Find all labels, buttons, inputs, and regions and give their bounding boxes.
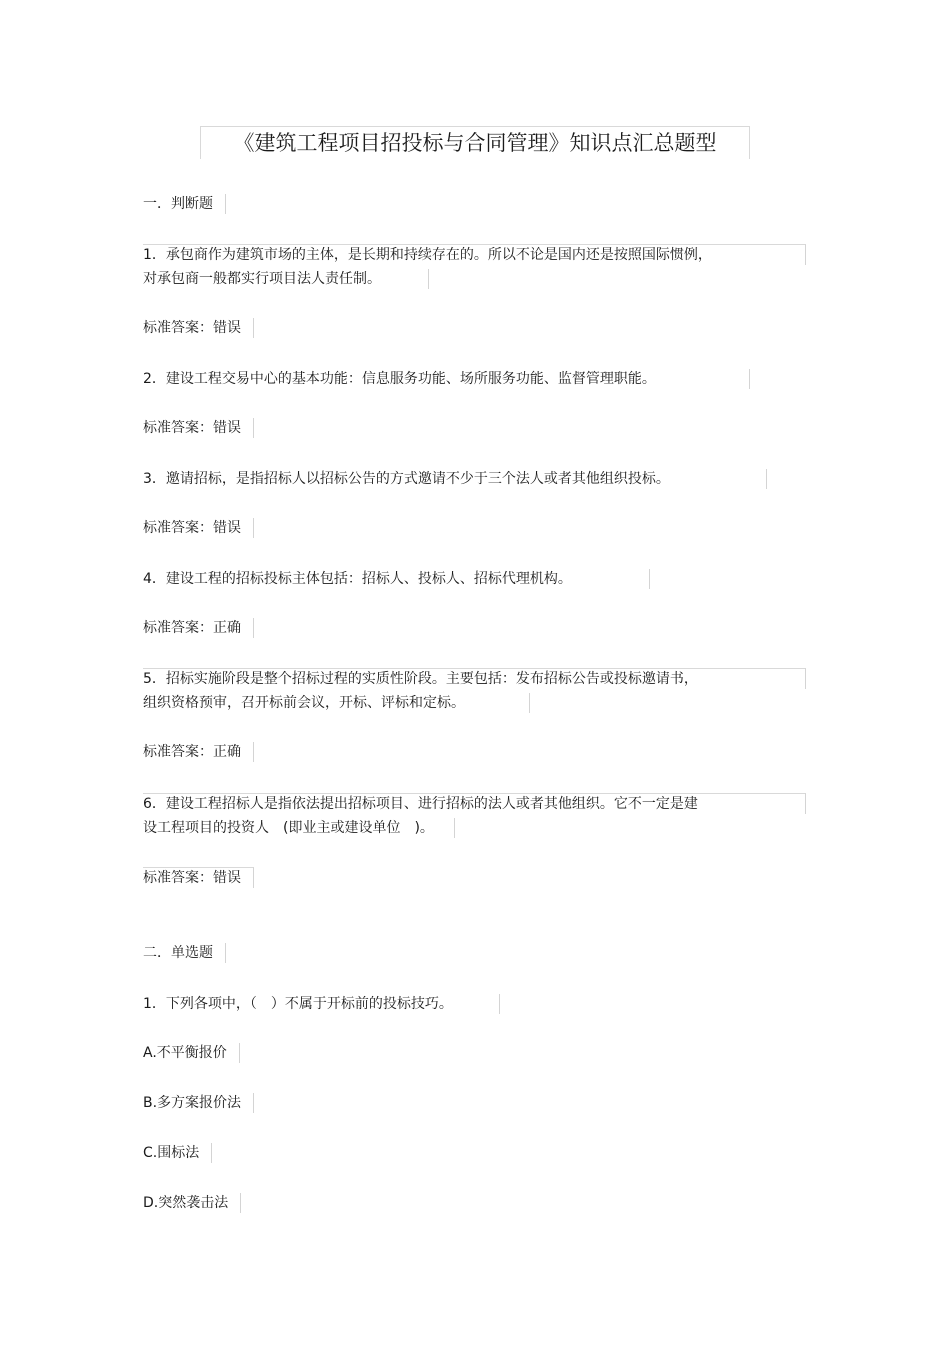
question-6-line-1: 6．建设工程招标人是指依法提出招标项目、进行招标的法人或者其他组织。它不一定是建 bbox=[143, 793, 806, 814]
question-5-line-2: 组织资格预审，召开标前会议，开标、评标和定标。 bbox=[143, 693, 530, 713]
question-5-answer: 标准答案：正确 bbox=[143, 742, 254, 762]
single-choice-question-1: 1．下列各项中，（ ）不属于开标前的投标技巧。 bbox=[143, 994, 500, 1014]
question-2-answer: 标准答案：错误 bbox=[143, 418, 254, 438]
option-b: B.多方案报价法 bbox=[143, 1093, 254, 1113]
question-6-line-2: 设工程项目的投资人 (即业主或建设单位 )。 bbox=[143, 818, 455, 838]
question-1-line-1: 1．承包商作为建筑市场的主体，是长期和持续存在的。所以不论是国内还是按照国际惯例， bbox=[143, 244, 806, 265]
question-1-line-2: 对承包商一般都实行项目法人责任制。 bbox=[143, 269, 429, 289]
option-a: A.不平衡报价 bbox=[143, 1043, 240, 1063]
question-2-line-1: 2．建设工程交易中心的基本功能：信息服务功能、场所服务功能、监督管理职能。 bbox=[143, 369, 750, 389]
option-d: D.突然袭击法 bbox=[143, 1193, 241, 1213]
question-4-answer: 标准答案：正确 bbox=[143, 618, 254, 638]
option-c: C.围标法 bbox=[143, 1143, 212, 1163]
question-6-answer: 标准答案：错误 bbox=[143, 867, 254, 888]
question-4-line-1: 4．建设工程的招标投标主体包括：招标人、投标人、招标代理机构。 bbox=[143, 569, 650, 589]
question-3-answer: 标准答案：错误 bbox=[143, 518, 254, 538]
document-title: 《建筑工程项目招投标与合同管理》知识点汇总题型 bbox=[200, 126, 750, 159]
question-3-line-1: 3．邀请招标，是指招标人以招标公告的方式邀请不少于三个法人或者其他组织投标。 bbox=[143, 469, 767, 489]
question-5-line-1: 5．招标实施阶段是整个招标过程的实质性阶段。主要包括：发布招标公告或投标邀请书， bbox=[143, 668, 806, 689]
question-1-answer: 标准答案：错误 bbox=[143, 318, 254, 338]
section-heading-true-false: 一．判断题 bbox=[143, 194, 226, 214]
section-heading-single-choice: 二．单选题 bbox=[143, 943, 226, 963]
